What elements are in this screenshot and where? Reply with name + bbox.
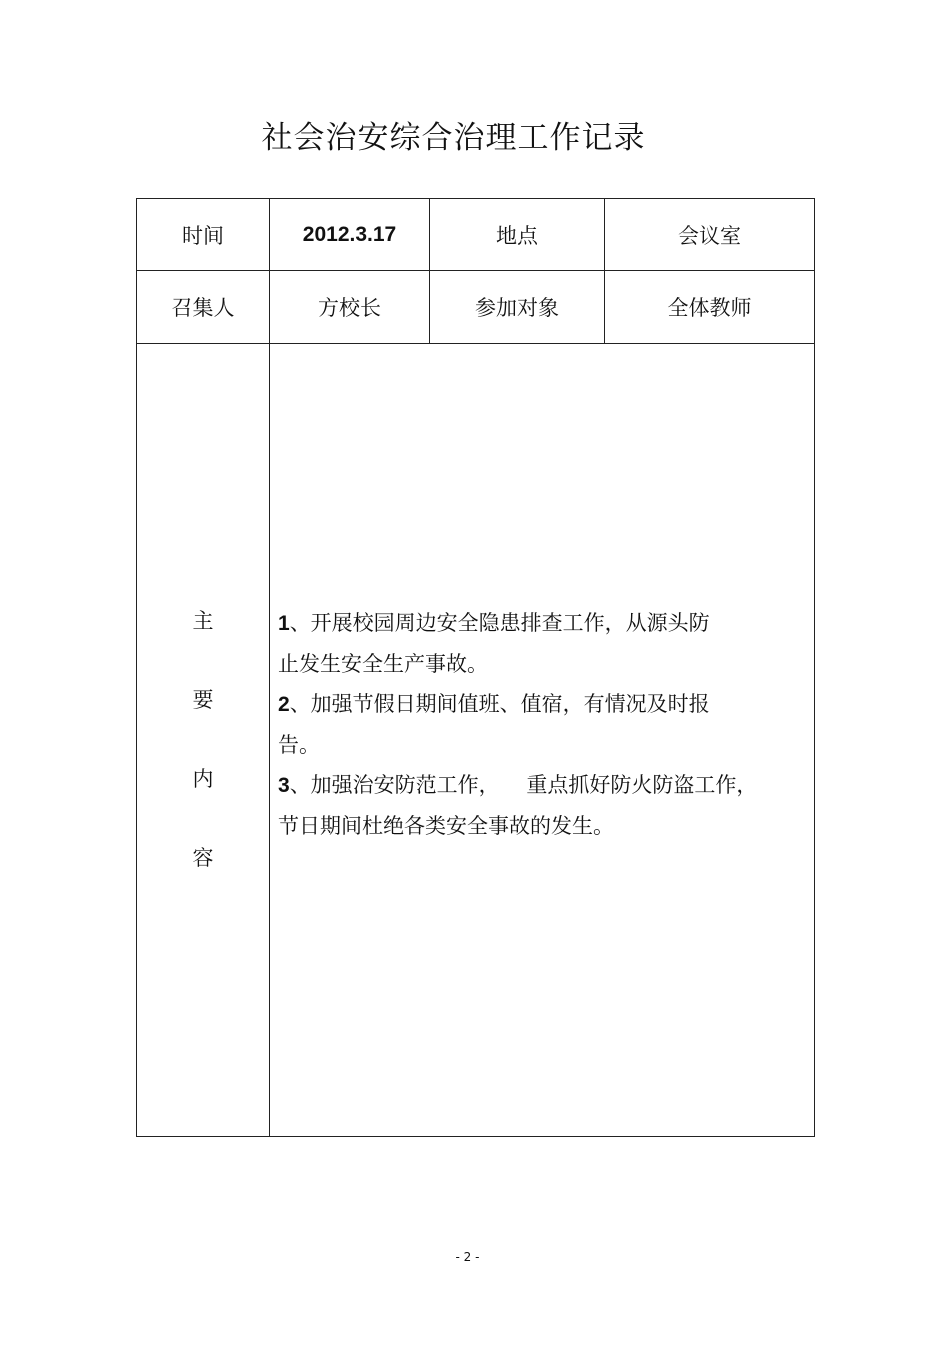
item-text-line: 、加强节假日期间值班、值宿，有情况及时报: [289, 691, 710, 716]
work-record-table: [136, 198, 815, 1137]
table-row: [137, 271, 815, 344]
document-title: 社会治安综合治理工作记录: [261, 120, 646, 156]
item-text-line: 告。: [278, 732, 320, 757]
time-label: 时间: [137, 199, 270, 271]
main-content-cell: [270, 344, 815, 1137]
item-number: 2: [278, 692, 290, 716]
item-text-line: 、开展校园周边安全隐患排查工作，从源头防: [289, 610, 710, 635]
item-number: 3: [278, 773, 290, 797]
location-value: 会议室: [605, 199, 815, 271]
convener-value: 方校长: [270, 271, 430, 344]
time-value: 2012.3.17: [270, 199, 430, 271]
participants-label: 参加对象: [430, 271, 605, 344]
item-text-line: 、加强治安防范工作， 重点抓好防火防盗工作，: [289, 772, 758, 797]
convener-label: 召集人: [137, 271, 270, 344]
item-number: 1: [278, 611, 290, 635]
main-content-label-char: 容: [192, 846, 214, 870]
participants-value: 全体教师: [605, 271, 815, 344]
content-item-1: [278, 603, 778, 684]
content-item-3: [278, 765, 778, 846]
page-number: - 2 -: [455, 1250, 480, 1264]
table-row: [137, 199, 815, 271]
content-item-2: [278, 684, 778, 765]
main-content-label-cell: [137, 344, 270, 1137]
main-content-label: [137, 344, 269, 1136]
item-text-line: 节日期间杜绝各类安全事故的发生。: [278, 813, 614, 838]
main-content-label-char: 要: [192, 688, 214, 712]
table-row: [137, 344, 815, 1137]
main-content-label-char: 主: [192, 609, 214, 633]
location-label: 地点: [430, 199, 605, 271]
main-content-label-char: 内: [192, 767, 214, 791]
main-content-body: [278, 603, 778, 846]
item-text-line: 止发生安全生产事故。: [278, 651, 488, 676]
